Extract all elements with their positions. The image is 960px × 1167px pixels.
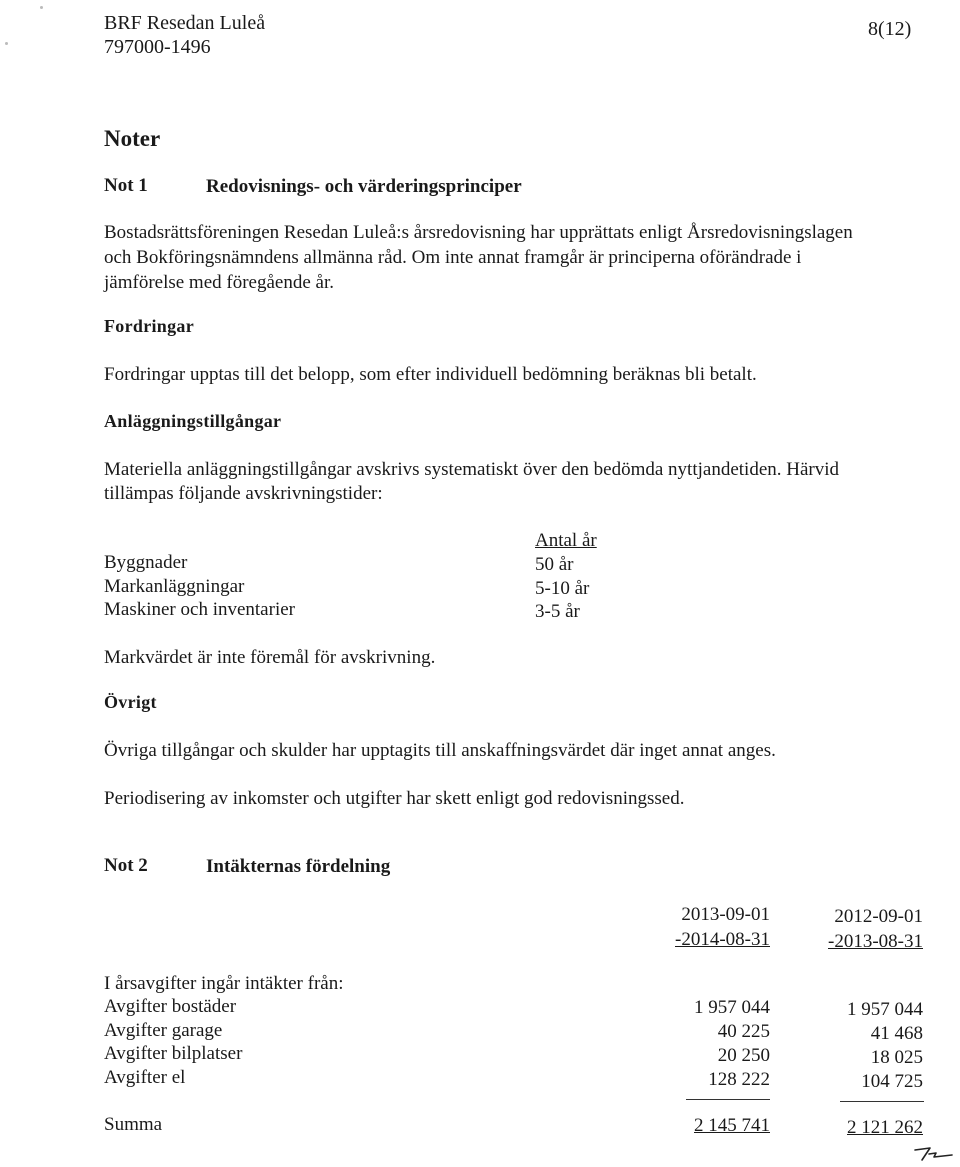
revenue-value-previous: 1 957 044: [847, 999, 923, 1020]
depreciation-years-header: Antal år: [535, 530, 597, 551]
period-header-current-start: 2013-09-01: [681, 904, 770, 925]
fixed-assets-text-line: tillämpas följande avskrivningstider:: [104, 483, 383, 504]
period-header-previous-start: 2012-09-01: [834, 906, 923, 927]
depreciation-years: 50 år: [535, 554, 574, 575]
receivables-heading: Fordringar: [104, 316, 194, 336]
depreciation-years: 5-10 år: [535, 578, 590, 599]
fixed-assets-text-line: Materiella anläggningstillgångar avskrivs systematiskt över den bedömda nyttjandetiden. Härvid: [104, 459, 840, 480]
subtotal-rule-current: [686, 1099, 770, 1100]
total-value-current: 2 145 741: [694, 1115, 770, 1136]
revenue-value-current: 40 225: [717, 1021, 770, 1042]
depreciation-item: Maskiner och inventarier: [104, 599, 295, 620]
depreciation-item: Markanläggningar: [104, 576, 245, 597]
revenue-intro: I årsavgifter ingår intäkter från:: [104, 973, 344, 994]
organization-name: BRF Resedan Luleå: [104, 12, 266, 34]
page-number: 8(12): [868, 18, 912, 40]
note1-intro-line: Bostadsrättsföreningen Resedan Luleå:s årsredovisning har upprättats enligt Årsredovisningslagen: [104, 222, 853, 243]
revenue-value-previous: 41 468: [870, 1023, 923, 1044]
depreciation-item: Byggnader: [104, 552, 188, 573]
revenue-value-current: 128 222: [708, 1069, 770, 1090]
section-heading: Noter: [104, 126, 161, 151]
other-text-line: Övriga tillgångar och skulder har upptagits till anskaffningsvärdet där inget annat anges.: [104, 740, 776, 761]
revenue-value-previous: 104 725: [861, 1071, 923, 1092]
revenue-value-current: 20 250: [717, 1045, 770, 1066]
period-header-current-end: -2014-08-31: [675, 929, 770, 950]
total-value-previous: 2 121 262: [847, 1117, 923, 1138]
revenue-row-label: Avgifter bostäder: [104, 996, 237, 1017]
total-label: Summa: [104, 1114, 163, 1135]
subtotal-rule-previous: [840, 1101, 924, 1102]
revenue-row-label: Avgifter bilplatser: [104, 1043, 243, 1064]
note1-number: Not 1: [104, 175, 148, 196]
scan-speck: [5, 42, 8, 45]
scan-speck: [40, 6, 43, 9]
land-value-note: Markvärdet är inte föremål för avskrivning.: [104, 647, 436, 668]
note2-number: Not 2: [104, 855, 148, 876]
other-text-line: Periodisering av inkomster och utgifter har skett enligt god redovisningssed.: [104, 788, 685, 809]
depreciation-years: 3-5 år: [535, 601, 580, 622]
note1-title: Redovisnings- och värderingsprinciper: [206, 176, 522, 197]
organization-number: 797000-1496: [104, 36, 211, 58]
signature-initials: [912, 1140, 956, 1164]
note1-intro-line: jämförelse med föregående år.: [104, 272, 334, 293]
revenue-value-current: 1 957 044: [694, 997, 770, 1018]
note1-intro-line: och Bokföringsnämndens allmänna råd. Om inte annat framgår är principerna oförändrade i: [104, 247, 802, 268]
note2-title: Intäkternas fördelning: [206, 856, 391, 877]
period-header-previous-end: -2013-08-31: [828, 931, 923, 952]
receivables-text: Fordringar upptas till det belopp, som efter individuell bedömning beräknas bli betalt.: [104, 364, 757, 385]
revenue-row-label: Avgifter garage: [104, 1020, 223, 1041]
revenue-row-label: Avgifter el: [104, 1067, 186, 1088]
other-heading: Övrigt: [104, 692, 157, 712]
revenue-value-previous: 18 025: [870, 1047, 923, 1068]
fixed-assets-heading: Anläggningstillgångar: [104, 411, 282, 431]
